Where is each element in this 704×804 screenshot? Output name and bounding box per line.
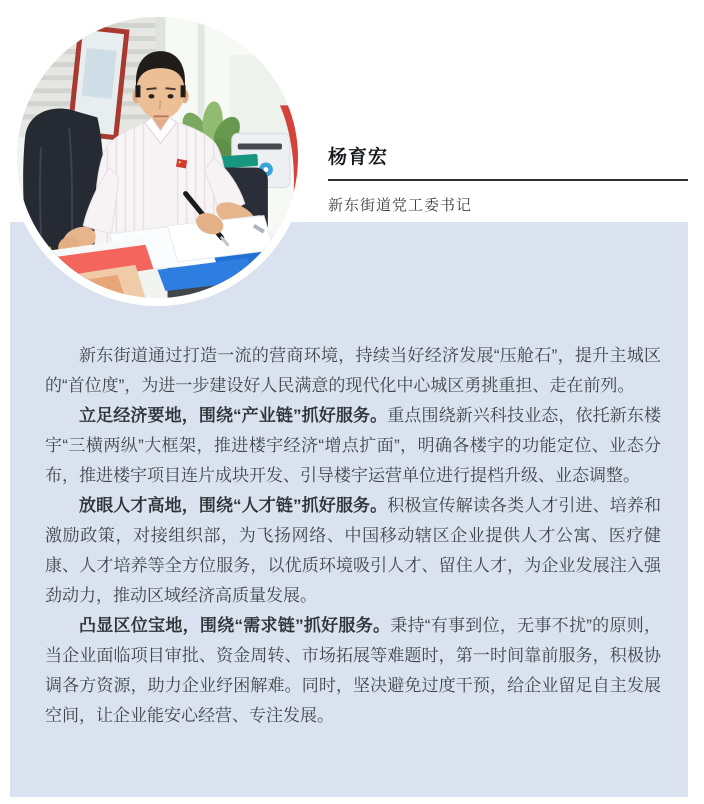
- paragraph-lead: 放眼人才高地，围绕“人才链”抓好服务。: [79, 496, 388, 515]
- paragraph-lead: 立足经济要地，围绕“产业链”抓好服务。: [79, 406, 388, 425]
- article-panel: [10, 222, 688, 797]
- sideburn: [135, 85, 140, 97]
- paragraph-lead: 凸显区位宝地，围绕“需求链”抓好服务。: [79, 616, 391, 635]
- profile-header: [328, 146, 688, 215]
- paragraph-body: 秉持“有事到位，无事不扰”的原则，当企业面临项目审批、资金周转、市场拓展等难题时，第一时间靠前服务，积极协调各方资源，助力企业纾困解难。同时，坚决避免过度干预，给企业留足自主发展空间，让企业能安心经营、专注发展。: [45, 616, 661, 725]
- portrait-photo: [9, 9, 306, 306]
- article-paragraph: [45, 401, 661, 491]
- article-paragraph: [45, 341, 661, 401]
- article-paragraph: [45, 611, 661, 731]
- name-divider: [328, 179, 688, 181]
- portrait-illustration: [17, 17, 298, 298]
- article-paragraph: [45, 491, 661, 611]
- badge: [176, 159, 187, 169]
- person-name: 杨育宏: [328, 147, 389, 168]
- paragraph-body: 新东街道通过打造一流的营商环境，持续当好经济发展“压舱石”，提升主城区的“首位度”，为进一步建设好人民满意的现代化中心城区勇挑重担、走在前列。: [45, 346, 661, 395]
- sideburn: [181, 85, 186, 97]
- paragraph-body: 重点围绕新兴科技业态，依托新东楼宇“三横两纵”大框架，推进楼宇经济“增点扩面”，明确各楼宇的功能定位、业态分布，推进楼宇项目连片成块开发、引导楼宇运营单位进行提档升级、业态调整。: [45, 406, 662, 485]
- paragraph-body: 积极宣传解读各类人才引进、培养和激励政策，对接组织部，为飞扬网络、中国移动辖区企业提供人才公寓、医疗健康、人才培养等全方位服务，以优质环境吸引人才、留住人才，为企业发展注入强劲动力，推动区域经济高质量发展。: [45, 496, 662, 605]
- person-title: 新东街道党工委书记: [328, 197, 473, 214]
